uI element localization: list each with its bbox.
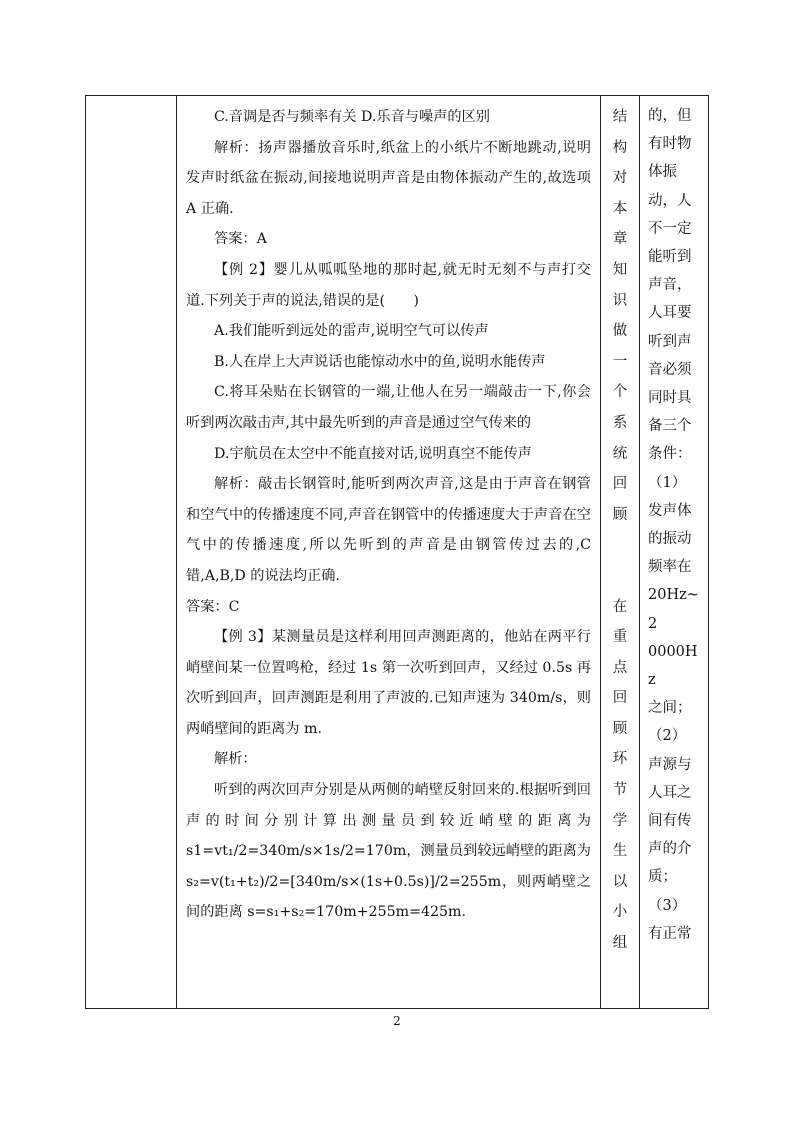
note-line: 备三个 <box>648 418 692 435</box>
vertical-text-char: 统 <box>612 445 628 462</box>
paragraph: B.人在岸上大声说话也能惊动水中的鱼,说明水能传声 <box>214 353 546 370</box>
paragraph: D.宇航员在太空中不能直接对话,说明真空不能传声 <box>214 445 532 462</box>
note-line: 发声体 <box>648 502 692 519</box>
note-line: 有正常 <box>648 925 692 942</box>
note-line: 的，但 <box>648 108 692 124</box>
note-line: 声的介 <box>648 841 692 858</box>
note-line: 不一定 <box>648 220 692 237</box>
vertical-text-char: 回 <box>612 690 628 707</box>
paragraph: C.将耳朵贴在长钢管的一端,让他人在另一端敲击一下,你会听到两次敲击声,其中最先听到的声音是通过空气传来的 <box>186 384 591 431</box>
note-line: （3） <box>648 897 687 914</box>
note-line: 能听到 <box>648 249 692 266</box>
vertical-text-char: 识 <box>612 292 628 309</box>
paragraph: 【例 2】婴儿从呱呱坠地的那时起,就无时无刻不与声打交道.下列关于声的说法,错误的是( ) <box>186 261 591 309</box>
vertical-text-char: 本 <box>612 200 628 217</box>
paragraph: 解析：敲击长钢管时,能听到两次声音,这是由于声音在钢管和空气中的传播速度不同,声音在钢管中的传播速度大于声音在空气中的传播速度,所以先听到的声音是由钢管传过去的,C 错,A,B,D 的说法均正确. <box>186 476 591 584</box>
note-line: 有时物 <box>648 136 692 153</box>
note-line: （1） <box>648 474 687 491</box>
vertical-text-char: 知 <box>612 261 628 278</box>
vertical-text-char: 节 <box>612 782 628 799</box>
paragraph: 答案：C <box>186 598 240 615</box>
page-number: 2 <box>393 1014 401 1028</box>
vertical-text-char: 做 <box>612 323 628 340</box>
note-line: 条件： <box>648 446 692 463</box>
note-line: 声音， <box>648 277 692 294</box>
note-line: 听到声 <box>648 333 692 350</box>
vertical-text-char: 系 <box>612 414 628 431</box>
vertical-text-char: 重 <box>612 629 628 646</box>
paragraph: 解析：扬声器播放音乐时,纸盆上的小纸片不断地跳动,说明发声时纸盆在振动,间接地说明声音是由物体振动产生的,故选项 A 正确. <box>186 139 591 217</box>
note-line: 频率在 <box>648 559 692 576</box>
note-line: 人耳之 <box>648 784 692 801</box>
vertical-text-char: 组 <box>612 935 628 952</box>
vertical-text-char <box>601 530 639 561</box>
paragraph: C.音调是否与频率有关 D.乐音与噪声的区别 <box>214 109 490 125</box>
vertical-text-char: 章 <box>612 231 628 248</box>
vertical-text-char: 结 <box>612 109 628 125</box>
note-line: 20Hz~2 <box>648 587 699 632</box>
note-line: 间有传 <box>648 813 692 830</box>
vertical-text-char: 个 <box>612 384 628 401</box>
note-line: （2） <box>648 728 687 745</box>
paragraph: A.我们能听到远处的雷声,说明空气可以传声 <box>214 323 489 340</box>
content-table <box>85 95 709 1009</box>
note-line: 同时具 <box>648 390 692 407</box>
notes-cell <box>640 96 708 1008</box>
vertical-text-char: 顾 <box>612 720 628 737</box>
design-intent-cell <box>601 96 639 1008</box>
note-line: 动，人 <box>648 192 692 209</box>
paragraph: 答案：A <box>214 231 267 248</box>
paragraph: 【例 3】某测量员是这样利用回声测距离的，他站在两平行峭壁间某一位置鸣枪，经过 1s 第一次听到回声，又经过 0.5s 再次听到回声，回声测距是利用了声波的.已知声速为 340m/s，则两峭壁间的距离为 m. <box>186 629 591 737</box>
note-line: 音必须 <box>648 361 692 378</box>
main-content-cell <box>177 96 600 1008</box>
vertical-text-char: 在 <box>612 598 628 615</box>
vertical-text-char: 生 <box>612 843 628 860</box>
vertical-text-char: 学 <box>612 812 628 829</box>
vertical-text-char: 回 <box>612 476 628 493</box>
vertical-text-char <box>601 561 639 592</box>
note-line: 声源与 <box>648 756 692 773</box>
note-line: 的振动 <box>648 531 692 548</box>
note-line: 人耳要 <box>648 305 692 322</box>
note-line: 之间； <box>648 700 692 717</box>
vertical-text-char: 以 <box>612 873 628 890</box>
vertical-text-char: 小 <box>612 904 628 921</box>
note-line: 体振 <box>648 164 677 181</box>
vertical-text-char: 顾 <box>612 506 628 523</box>
note-line: 0000Hz <box>648 643 698 689</box>
paragraph: 听到的两次回声分别是从两侧的峭壁反射回来的.根据听到回声的时间分别计算出测量员到较近峭壁的距离为 s1=vt₁/2=340m/s×1s/2=170m，测量员到较远峭壁的距离为 s₂=v(t₁+t₂)/2=[340m/s×(1s+0.5s)]/2=255m，则两峭壁之间的距离 s=s₁+s₂=170m+255m=425m. <box>186 782 591 921</box>
note-line: 质； <box>648 869 677 886</box>
vertical-text-char: 对 <box>612 170 628 187</box>
vertical-text-char: 环 <box>612 751 628 768</box>
vertical-text-char: 构 <box>612 139 628 156</box>
vertical-text-char: 点 <box>612 659 628 676</box>
paragraph: 解析： <box>214 751 257 768</box>
vertical-text-char: 一 <box>612 353 628 370</box>
